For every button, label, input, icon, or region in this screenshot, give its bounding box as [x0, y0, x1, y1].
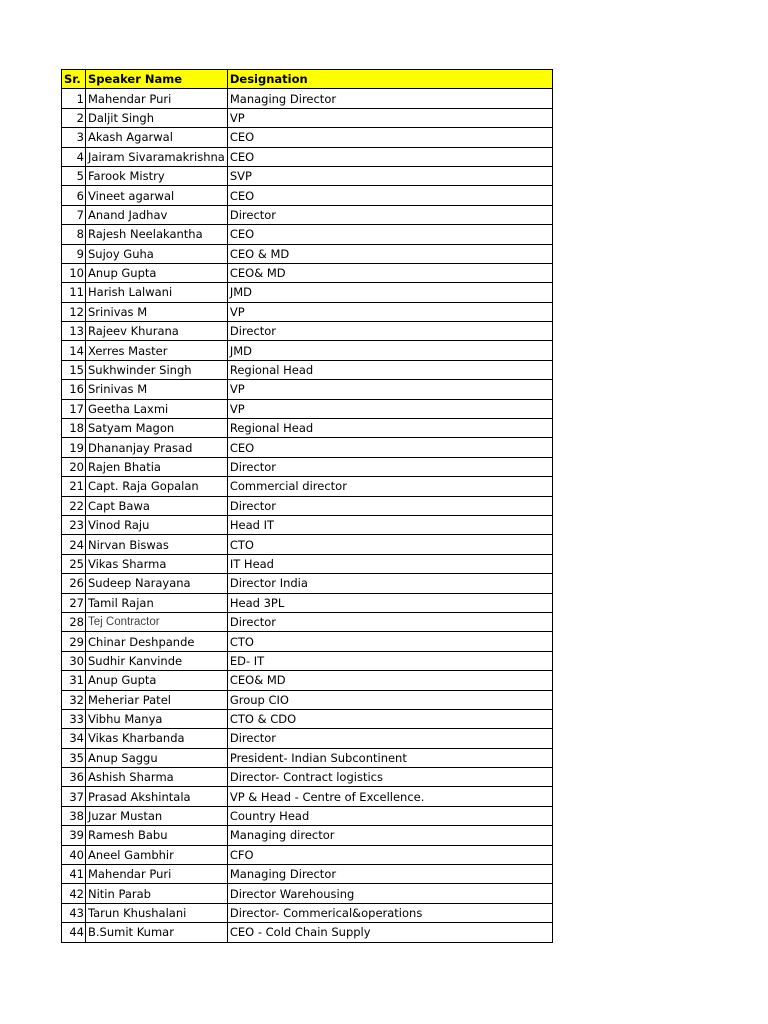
table-row — [62, 806, 553, 825]
table-row — [62, 574, 553, 593]
cell-speaker-name[interactable]: Prasad Akshintala — [86, 787, 228, 806]
cell-sr[interactable]: 37 — [62, 787, 86, 806]
table-row — [62, 438, 553, 457]
cell-designation[interactable]: VP & Head - Centre of Excellence. — [227, 787, 552, 806]
table-row — [62, 302, 553, 321]
table-row — [62, 671, 553, 690]
table-row — [62, 341, 553, 360]
cell-sr[interactable]: 14 — [62, 341, 86, 360]
table-row — [62, 903, 553, 922]
cell-sr[interactable]: 40 — [62, 845, 86, 864]
cell-sr[interactable]: 26 — [62, 574, 86, 593]
header-row — [62, 70, 553, 89]
cell-sr[interactable]: 4 — [62, 147, 86, 166]
cell-designation[interactable]: Commercial director — [227, 477, 552, 496]
table-row — [62, 205, 553, 224]
cell-speaker-name[interactable]: Harish Lalwani — [86, 283, 228, 302]
cell-designation[interactable]: VP — [227, 302, 552, 321]
cell-sr[interactable]: 33 — [62, 709, 86, 728]
cell-speaker-name[interactable]: Vibhu Manya — [86, 709, 228, 728]
table-row — [62, 535, 553, 554]
cell-designation[interactable]: CEO — [227, 147, 552, 166]
table-row — [62, 360, 553, 379]
cell-designation[interactable]: VP — [227, 380, 552, 399]
cell-speaker-name[interactable]: Tej Contractor — [86, 612, 228, 631]
table-row — [62, 768, 553, 787]
cell-designation[interactable]: ED- IT — [227, 651, 552, 670]
cell-sr[interactable]: 1 — [62, 89, 86, 108]
cell-sr[interactable]: 28 — [62, 612, 86, 631]
cell-speaker-name[interactable]: Vikas Sharma — [86, 554, 228, 573]
cell-designation[interactable]: Director India — [227, 574, 552, 593]
cell-speaker-name[interactable]: Capt Bawa — [86, 496, 228, 515]
cell-sr[interactable]: 24 — [62, 535, 86, 554]
cell-sr[interactable]: 5 — [62, 166, 86, 185]
cell-sr[interactable]: 41 — [62, 865, 86, 884]
table-row — [62, 147, 553, 166]
header-speaker-name[interactable]: Speaker Name — [86, 70, 228, 89]
cell-designation[interactable]: CFO — [227, 845, 552, 864]
cell-speaker-name[interactable]: Srinivas M — [86, 380, 228, 399]
cell-designation[interactable]: Director — [227, 205, 552, 224]
cell-speaker-name[interactable]: Daljit Singh — [86, 108, 228, 127]
table-row — [62, 826, 553, 845]
cell-sr[interactable]: 7 — [62, 205, 86, 224]
cell-designation[interactable]: SVP — [227, 166, 552, 185]
cell-sr[interactable]: 6 — [62, 186, 86, 205]
cell-designation[interactable]: Country Head — [227, 806, 552, 825]
cell-speaker-name[interactable]: Mahendar Puri — [86, 89, 228, 108]
cell-designation[interactable]: CEO — [227, 186, 552, 205]
cell-sr[interactable]: 20 — [62, 457, 86, 476]
cell-sr[interactable]: 25 — [62, 554, 86, 573]
cell-designation[interactable]: Managing Director — [227, 89, 552, 108]
speaker-table — [61, 69, 553, 943]
cell-designation[interactable]: CEO - Cold Chain Supply — [227, 923, 552, 942]
cell-speaker-name[interactable]: B.Sumit Kumar — [86, 923, 228, 942]
cell-sr[interactable]: 3 — [62, 128, 86, 147]
cell-designation[interactable]: Regional Head — [227, 419, 552, 438]
table-row — [62, 748, 553, 767]
table-row — [62, 845, 553, 864]
cell-speaker-name[interactable]: Vineet agarwal — [86, 186, 228, 205]
cell-speaker-name[interactable]: Ashish Sharma — [86, 768, 228, 787]
table-row — [62, 651, 553, 670]
cell-sr[interactable]: 29 — [62, 632, 86, 651]
cell-sr[interactable]: 16 — [62, 380, 86, 399]
cell-designation[interactable]: CEO & MD — [227, 244, 552, 263]
cell-designation[interactable]: CTO — [227, 632, 552, 651]
cell-designation[interactable]: Director — [227, 612, 552, 631]
cell-sr[interactable]: 13 — [62, 322, 86, 341]
cell-speaker-name[interactable]: Jairam Sivaramakrishna — [86, 147, 228, 166]
cell-designation[interactable]: IT Head — [227, 554, 552, 573]
cell-designation[interactable]: CEO& MD — [227, 671, 552, 690]
cell-sr[interactable]: 36 — [62, 768, 86, 787]
cell-speaker-name[interactable]: Juzar Mustan — [86, 806, 228, 825]
cell-sr[interactable]: 35 — [62, 748, 86, 767]
cell-designation[interactable]: Director — [227, 322, 552, 341]
cell-speaker-name[interactable]: Aneel Gambhir — [86, 845, 228, 864]
table-row — [62, 729, 553, 748]
cell-sr[interactable]: 10 — [62, 263, 86, 282]
cell-speaker-name[interactable]: Anup Saggu — [86, 748, 228, 767]
table-row — [62, 515, 553, 534]
cell-sr[interactable]: 18 — [62, 419, 86, 438]
cell-designation[interactable]: CEO — [227, 225, 552, 244]
table-row — [62, 477, 553, 496]
cell-designation[interactable]: VP — [227, 108, 552, 127]
cell-designation[interactable]: JMD — [227, 341, 552, 360]
cell-speaker-name[interactable]: Anand Jadhav — [86, 205, 228, 224]
cell-speaker-name[interactable]: Rajesh Neelakantha — [86, 225, 228, 244]
cell-speaker-name[interactable]: Nirvan Biswas — [86, 535, 228, 554]
table-row — [62, 496, 553, 515]
cell-speaker-name[interactable]: Vikas Kharbanda — [86, 729, 228, 748]
table-row — [62, 554, 553, 573]
cell-speaker-name[interactable]: Farook Mistry — [86, 166, 228, 185]
cell-designation[interactable]: Director- Contract logistics — [227, 768, 552, 787]
cell-speaker-name[interactable]: Mahendar Puri — [86, 865, 228, 884]
cell-speaker-name[interactable]: Sudeep Narayana — [86, 574, 228, 593]
cell-designation[interactable]: Managing Director — [227, 865, 552, 884]
cell-speaker-name[interactable]: Sudhir Kanvinde — [86, 651, 228, 670]
cell-sr[interactable]: 30 — [62, 651, 86, 670]
table-row — [62, 593, 553, 612]
cell-speaker-name[interactable]: Xerres Master — [86, 341, 228, 360]
cell-speaker-name[interactable]: Vinod Raju — [86, 515, 228, 534]
cell-sr[interactable]: 22 — [62, 496, 86, 515]
cell-designation[interactable]: Director — [227, 457, 552, 476]
cell-speaker-name[interactable]: Geetha Laxmi — [86, 399, 228, 418]
cell-sr[interactable]: 32 — [62, 690, 86, 709]
table-row — [62, 322, 553, 341]
cell-designation[interactable]: CEO — [227, 438, 552, 457]
table-row — [62, 225, 553, 244]
cell-sr[interactable]: 23 — [62, 515, 86, 534]
table-row — [62, 380, 553, 399]
table-row — [62, 89, 553, 108]
cell-designation[interactable]: Regional Head — [227, 360, 552, 379]
cell-speaker-name[interactable]: Satyam Magon — [86, 419, 228, 438]
table-row — [62, 263, 553, 282]
cell-speaker-name[interactable]: Chinar Deshpande — [86, 632, 228, 651]
table-row — [62, 457, 553, 476]
cell-designation[interactable]: VP — [227, 399, 552, 418]
cell-sr[interactable]: 19 — [62, 438, 86, 457]
cell-sr[interactable]: 38 — [62, 806, 86, 825]
cell-speaker-name[interactable]: Rajen Bhatia — [86, 457, 228, 476]
cell-sr[interactable]: 11 — [62, 283, 86, 302]
table-row — [62, 186, 553, 205]
cell-sr[interactable]: 39 — [62, 826, 86, 845]
table-row — [62, 632, 553, 651]
cell-speaker-name[interactable]: Rajeev Khurana — [86, 322, 228, 341]
cell-designation[interactable]: Director- Commerical&operations — [227, 903, 552, 922]
cell-designation[interactable]: Group CIO — [227, 690, 552, 709]
header-designation[interactable]: Designation — [227, 70, 552, 89]
table-row — [62, 612, 553, 631]
cell-speaker-name[interactable]: Ramesh Babu — [86, 826, 228, 845]
cell-sr[interactable]: 44 — [62, 923, 86, 942]
cell-designation[interactable]: Managing director — [227, 826, 552, 845]
cell-speaker-name[interactable]: Srinivas M — [86, 302, 228, 321]
cell-sr[interactable]: 2 — [62, 108, 86, 127]
cell-sr[interactable]: 31 — [62, 671, 86, 690]
cell-designation[interactable]: CEO& MD — [227, 263, 552, 282]
table-row — [62, 166, 553, 185]
cell-sr[interactable]: 9 — [62, 244, 86, 263]
cell-designation[interactable]: CEO — [227, 128, 552, 147]
table-row — [62, 399, 553, 418]
table-row — [62, 690, 553, 709]
table-row — [62, 419, 553, 438]
cell-speaker-name[interactable]: Capt. Raja Gopalan — [86, 477, 228, 496]
cell-sr[interactable]: 12 — [62, 302, 86, 321]
cell-speaker-name[interactable]: Sukhwinder Singh — [86, 360, 228, 379]
table-row — [62, 128, 553, 147]
cell-sr[interactable]: 27 — [62, 593, 86, 612]
cell-speaker-name[interactable]: Akash Agarwal — [86, 128, 228, 147]
cell-sr[interactable]: 8 — [62, 225, 86, 244]
table-row — [62, 244, 553, 263]
cell-sr[interactable]: 17 — [62, 399, 86, 418]
table-row — [62, 865, 553, 884]
cell-speaker-name[interactable]: Nitin Parab — [86, 884, 228, 903]
cell-sr[interactable]: 21 — [62, 477, 86, 496]
table-row — [62, 923, 553, 942]
table-row — [62, 283, 553, 302]
cell-designation[interactable]: Director Warehousing — [227, 884, 552, 903]
table-row — [62, 108, 553, 127]
cell-designation[interactable]: Director — [227, 729, 552, 748]
header-sr[interactable]: Sr. — [62, 70, 86, 89]
cell-speaker-name[interactable]: Sujoy Guha — [86, 244, 228, 263]
cell-designation[interactable]: JMD — [227, 283, 552, 302]
table-row — [62, 709, 553, 728]
cell-designation[interactable]: Head IT — [227, 515, 552, 534]
cell-speaker-name[interactable]: Dhananjay Prasad — [86, 438, 228, 457]
speaker-table-body — [62, 70, 553, 943]
cell-sr[interactable]: 42 — [62, 884, 86, 903]
cell-designation[interactable]: Director — [227, 496, 552, 515]
cell-speaker-name[interactable]: Tarun Khushalani — [86, 903, 228, 922]
cell-speaker-name[interactable]: Anup Gupta — [86, 263, 228, 282]
cell-sr[interactable]: 43 — [62, 903, 86, 922]
cell-sr[interactable]: 34 — [62, 729, 86, 748]
cell-speaker-name[interactable]: Tamil Rajan — [86, 593, 228, 612]
table-row — [62, 787, 553, 806]
cell-speaker-name[interactable]: Anup Gupta — [86, 671, 228, 690]
cell-designation[interactable]: Head 3PL — [227, 593, 552, 612]
cell-speaker-name[interactable]: Meheriar Patel — [86, 690, 228, 709]
table-row — [62, 884, 553, 903]
cell-designation[interactable]: CTO & CDO — [227, 709, 552, 728]
cell-designation[interactable]: President- Indian Subcontinent — [227, 748, 552, 767]
cell-designation[interactable]: CTO — [227, 535, 552, 554]
cell-sr[interactable]: 15 — [62, 360, 86, 379]
